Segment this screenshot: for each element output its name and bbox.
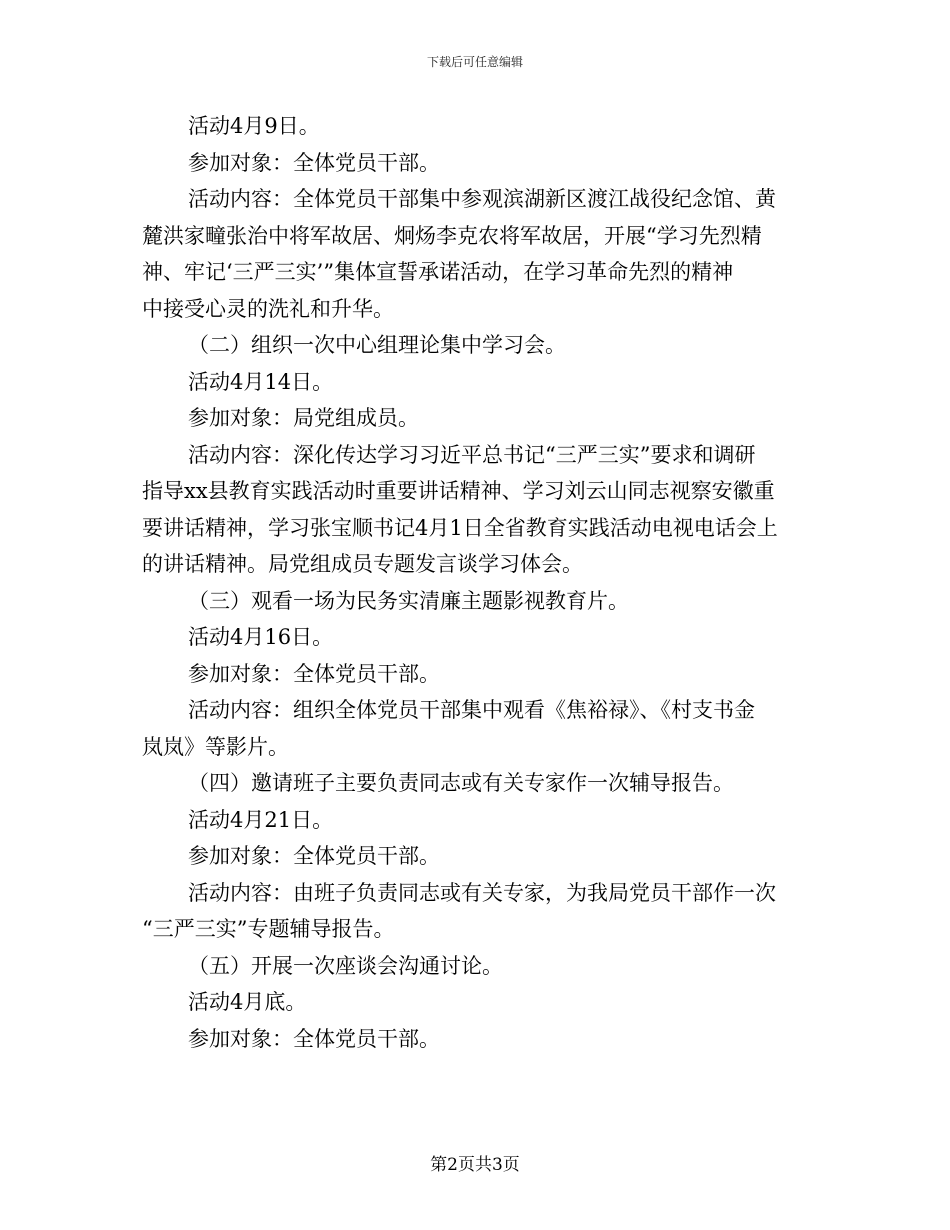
paragraph-activity-content-4 [142,875,812,948]
text-line: 的讲话精神。局党组成员专题发言谈学习体会。 [142,552,583,576]
paragraph-participants-2 [142,400,812,437]
text-line: 麓洪家疃张治中将军故居、炯炀李克农将军故居，开展“学习先烈精 [142,223,762,248]
text-line: 活动内容：深化传达学习习近平总书记“三严三实”要求和调研 [188,442,756,467]
text-line: 活动内容：全体党员干部集中参观滨湖新区渡江战役纪念馆、黄 [188,187,776,211]
text-line: 活动4月9日。 [188,114,320,138]
text-line: 参加对象：全体党员干部。 [188,661,440,686]
text-line: （四）邀请班子主要负责同志或有关专家作一次辅导报告。 [188,771,734,795]
text-line: “三严三实”专题辅导报告。 [142,917,395,941]
text-line: 活动4月14日。 [188,369,334,394]
text-line: （二）组织一次中心组理论集中学习会。 [188,333,566,357]
paragraph-activity-content-1 [142,181,812,327]
text-line: 参加对象：全体党员干部。 [188,150,440,175]
text-line: （五）开展一次座谈会沟通讨论。 [188,953,503,978]
section-heading-4 [142,765,812,802]
text-line: 岚岚》等影片。 [142,734,289,759]
text-line: 要讲话精神，学习张宝顺书记4月1日全省教育实践活动电视电话会上 [142,515,778,540]
paragraph-activity-date-2 [142,364,812,401]
text-line: 活动4月底。 [188,990,307,1014]
section-heading-2 [142,327,812,364]
page-header: 下载后可任意编辑 [426,55,523,69]
section-heading-5 [142,948,812,985]
text-line: 活动内容：由班子负责同志或有关专家，为我局党员干部作一次 [188,880,776,905]
text-line: 参加对象：全体党员干部。 [188,844,440,868]
paragraph-activity-date-3 [142,619,812,656]
page-footer: 第2页共3页 [430,1155,520,1175]
text-line: 活动4月21日。 [188,807,334,832]
text-line: 参加对象：局党组成员。 [188,406,419,430]
text-line: 参加对象：全体党员干部。 [188,1026,440,1051]
paragraph-participants-4 [142,838,812,875]
paragraph-participants-3 [142,656,812,693]
paragraph-activity-date-5 [142,984,812,1021]
paragraph-activity-content-2 [142,437,812,583]
text-line: 中接受心灵的洗礼和升华。 [142,296,394,321]
paragraph-participants-5 [142,1021,812,1058]
text-line: 指导xx县教育实践活动时重要讲话精神、学习刘云山同志视察安徽重 [142,479,775,503]
paragraph-activity-date-1 [142,108,812,145]
text-line: 活动4月16日。 [188,625,334,649]
paragraph-activity-date-4 [142,802,812,839]
section-heading-3 [142,583,812,620]
text-line: （三）观看一场为民务实清廉主题影视教育片。 [188,588,629,613]
paragraph-activity-content-3 [142,692,812,765]
text-line: 神、牢记‘三严三实’”集体宣誓承诺活动，在学习革命先烈的精神 [142,260,734,284]
document-body [142,108,812,1057]
paragraph-participants-1 [142,145,812,182]
text-line: 活动内容：组织全体党员干部集中观看《焦裕禄》、《村支书金 [188,698,755,722]
